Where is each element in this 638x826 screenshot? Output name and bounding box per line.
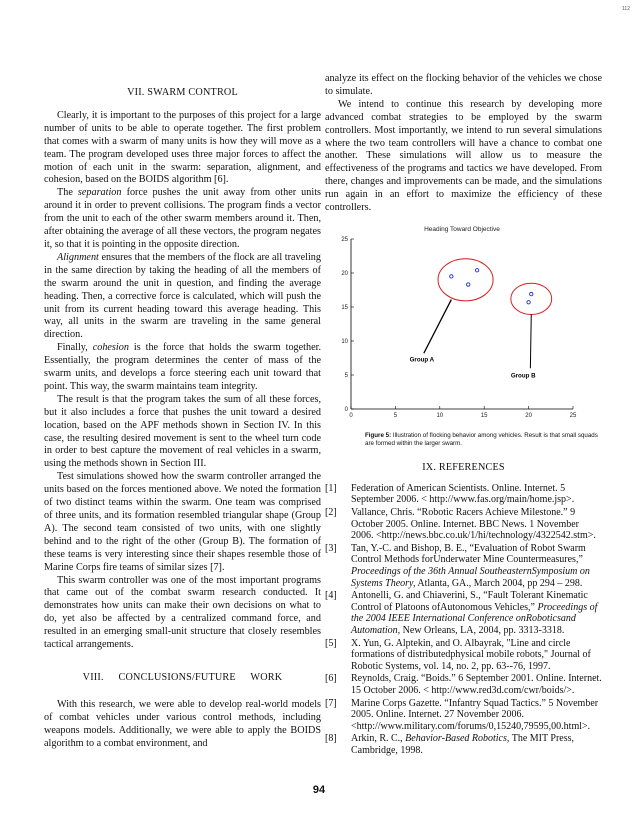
right-column <box>325 73 602 758</box>
references-heading: IX. REFERENCES <box>422 461 505 473</box>
s7-paragraph-5: The result is that the program takes the sum of all these forces, but it also includes a force that pushes the unit toward a desired location, based on the APF methods shown in Section IV. In this case, the resulting desired movement is sent to the wheel turn code in order to best capture the movement of real vehicles in a swarm, using the methods shown in Section III. <box>44 393 321 470</box>
reference-number: [7] <box>325 697 337 709</box>
reference-number: [8] <box>325 733 337 745</box>
section-7-heading: VII. SWARM CONTROL <box>127 87 238 98</box>
reference-number: [4] <box>325 590 337 602</box>
scatter-chart <box>325 219 597 431</box>
data-point <box>475 269 478 272</box>
reference-item: [5] X. Yun, G. Alptekin, and O. Albayrak, "Line and circle formations of distributedphysical mobile robots," Journal of Robotic Systems, vol. 14, no. 2, pp. 63--76, 1997. <box>325 637 591 672</box>
y-tick-label: 20 <box>341 270 348 277</box>
s7-paragraph-3: Alignment ensures that the members of the flock are all traveling in the same direction by taking the heading of all the members of the swarm around the unit in question, and finding the average heading. Then, a corrective force is calculated, which will push the unit from its current heading toward this average heading. This way, all units in the swarm are traveling in the same general direction. <box>44 251 321 341</box>
group-circle <box>511 283 552 314</box>
corner-page-number: 112 <box>622 6 630 12</box>
x-tick-label: 5 <box>393 412 398 419</box>
reference-number: [5] <box>325 637 337 649</box>
y-tick-label: 10 <box>341 338 348 345</box>
s7-paragraph-1: Clearly, it is important to the purposes of this project for a large number of units to be able to operate together. The first problem that comes with a swarm of many units is how they will move as a team. The program developed uses three major forces to affect the motion of each unit in the swarm: separation, alignment, and cohesion, based on the BOIDS algorithm [6]. <box>44 109 321 186</box>
x-tick-label: 0 <box>349 412 353 419</box>
group-circle <box>438 259 493 301</box>
group-b-label: Group B <box>510 372 536 380</box>
reference-item: [7] Marine Corps Gazette. “Infantry Squad Tactics.” 5 November 2005. Online. Internet. 27 November 2006. <http://www.military.com/forums/0,15240,79595,00.html>. <box>325 697 599 732</box>
y-tick-label: 15 <box>341 304 348 311</box>
y-tick-label: 5 <box>344 372 348 379</box>
data-point <box>530 292 533 295</box>
s8-paragraph-1-continued: analyze its effect on the flocking behavior of the vehicles we chose to simulate. <box>325 73 602 97</box>
s7-paragraph-7: This swarm controller was one of the most important programs that came out of the combat swarm research conducted. It demonstrates how units can make their own decisions on what to do, yet also be affected by a centralized command force, and resulted in an emerging small-unit structure that closely resembles tactical arrangements. <box>44 574 321 651</box>
chart-title: Heading Toward Objective <box>424 225 500 233</box>
left-column <box>44 73 321 751</box>
y-tick-label: 0 <box>344 406 348 413</box>
x-tick-label: 20 <box>525 412 532 419</box>
group-a-label: Group A <box>409 356 435 364</box>
reference-item: [4] Antonelli, G. and Chiaverini, S., “Fault Tolerant Kinematic Control of Platoons ofAutonomous Vehicles,” Proceedings of the 2004 IEEE International Conference onRoboticsand Automation, New Orleans, LA, 2004, pp. 3313-3318. <box>325 590 598 636</box>
page-number: 94 <box>312 784 326 796</box>
x-tick-label: 15 <box>480 412 488 419</box>
s7-paragraph-4: Finally, cohesion is the force that holds the swarm together. Essentially, the program determines the center of mass of the swarm units, and develops a force steering each unit toward that point. This way, the swarm maintains team integrity. <box>44 342 321 392</box>
figure-caption: Figure 5: Illustration of flocking behavior among vehicles. Result is that small squads are formed within the larger swarm. <box>365 431 598 447</box>
data-point <box>450 275 453 278</box>
reference-number: [6] <box>325 673 337 685</box>
s8-paragraph-1: With this research, we were able to develop real-world models of combat vehicles under various control methods, including weapons models. Additionally, we were able to apply the BOIDS algorithm to a combat environment, and <box>44 698 321 749</box>
data-point <box>527 301 530 304</box>
group-a-pointer <box>424 299 452 353</box>
reference-item: [2] Vallance, Chris. “Robotic Racers Achieve Milestone.” 9 October 2005. Online. Internet. BBC News. 1 November 2006. <http://news.bbc.co.uk/1/hi/technology/4322542.stm>. <box>325 507 596 542</box>
figure-5 <box>325 219 597 431</box>
reference-item: [6] Reynolds, Craig. “Boids.” 6 September 2001. Online. Internet. 15 October 2006. < http://www.red3d.com/cwr/boids/>. <box>325 673 602 696</box>
data-point <box>467 283 470 286</box>
reference-number: [1] <box>325 482 337 494</box>
reference-item: [8] Arkin, R. C., Behavior-Based Robotics, The MIT Press, Cambridge, 1998. <box>325 733 575 756</box>
section-8-heading: VIII. CONCLUSIONS/FUTURE WORK <box>82 671 283 683</box>
s7-paragraph-6: Test simulations showed how the swarm controller arranged the units based on the forces mentioned above. We noted the formation of two distinct teams within the swarm. One team was comprised of three units, and its formation resembled triangular shape (Group A). The second team consisted of two units, with one slightly behind and to the right of the other (Group B). The formation of these teams is very interesting since their shapes resemble those of Marine Corps fire teams of similar sizes [7]. <box>44 471 321 573</box>
y-tick-label: 25 <box>341 236 348 243</box>
x-tick-label: 25 <box>569 412 577 419</box>
references-list <box>325 483 602 757</box>
s8-paragraph-2: We intend to continue this research by developing more advanced combat strategies to be employed by the swarm controllers. Most importantly, we intend to run several simulations where the two team controllers will have a chance to combat one another. These simulations will allow us to measure the effectiveness of the programs and tactics we have developed. From there, changes and improvements can be made, and the simulations run again in an effort to maximize the efficiency of these controllers. <box>325 98 602 214</box>
x-tick-label: 10 <box>436 412 444 419</box>
reference-item: [3] Tan, Y.-C. and Bishop, B. E., “Evaluation of Robot Swarm Control Methods forUnderwater Mine Countermeasures,” Proceedings of the 36th Annual SoutheasternSymposium on Systems Theory, Atlanta, GA., March 2004, pp 294 – 298. <box>325 542 590 589</box>
reference-item: [1] Federation of American Scientists. Online. Internet. 5 September 2006. < http://www.fas.org/main/home.jsp>. <box>325 482 575 506</box>
s7-paragraph-2: The separation force pushes the unit away from other units around it in order to prevent collisions. The program finds a vector from the unit to each of the other swarm members around it. Then, after obtaining the average of all these vectors, the program negates it, so that it is pointing in the opposite direction. <box>44 187 321 250</box>
reference-number: [3] <box>325 542 337 554</box>
group-b-pointer <box>530 314 531 368</box>
reference-number: [2] <box>325 507 337 519</box>
